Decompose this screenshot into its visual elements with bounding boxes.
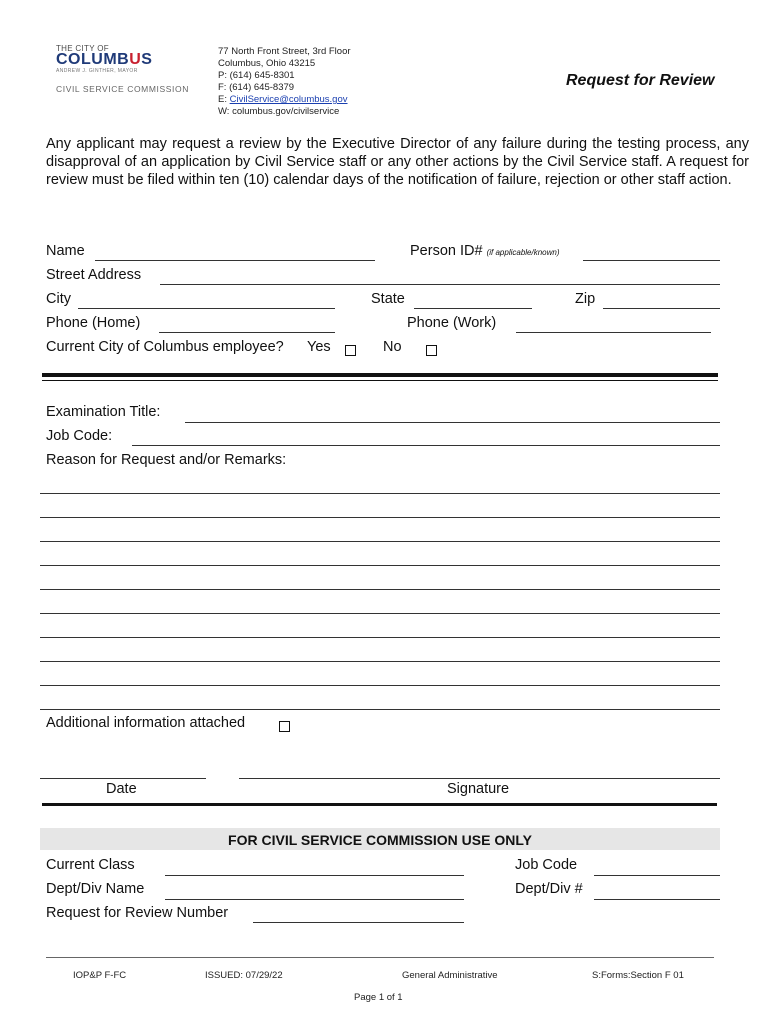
job-code-label: Job Code: (46, 428, 113, 444)
address-email: E: CivilService@columbus.gov (218, 94, 348, 105)
remarks-line[interactable] (40, 541, 720, 542)
date-label: Date (106, 781, 137, 797)
section-divider-thin (42, 380, 718, 381)
form-title: Request for Review (566, 72, 715, 89)
footer-issued: ISSUED: 07/29/22 (205, 970, 283, 981)
remarks-line[interactable] (40, 709, 720, 710)
city-field[interactable] (78, 308, 335, 309)
phone-home-label: Phone (Home) (46, 315, 141, 331)
signature-field[interactable] (239, 778, 720, 779)
remarks-line[interactable] (40, 493, 720, 494)
signature-divider (42, 803, 717, 806)
review-number-label: Request for Review Number (46, 905, 229, 921)
phone-work-label: Phone (Work) (407, 315, 497, 331)
footer-page-number: Page 1 of 1 (354, 992, 403, 1003)
address-line1: 77 North Front Street, 3rd Floor (218, 46, 351, 57)
address-phone: P: (614) 645-8301 (218, 70, 295, 81)
phone-work-field[interactable] (516, 332, 711, 333)
state-field[interactable] (414, 308, 532, 309)
phone-home-field[interactable] (159, 332, 335, 333)
no-label: No (383, 339, 402, 355)
remarks-line[interactable] (40, 589, 720, 590)
yes-label: Yes (307, 339, 331, 355)
section-divider (42, 373, 718, 377)
address-block (218, 46, 351, 118)
person-id-field[interactable] (583, 260, 720, 261)
street-field[interactable] (160, 284, 720, 285)
footer-rule (46, 957, 714, 958)
current-class-field[interactable] (165, 875, 464, 876)
zip-label: Zip (575, 291, 596, 307)
employee-question: Current City of Columbus employee? (46, 339, 284, 355)
dept-name-label: Dept/Div Name (46, 881, 145, 897)
logo-commission: CIVIL SERVICE COMMISSION (56, 84, 189, 94)
footer-form-code: IOP&P F-FC (73, 970, 127, 981)
remarks-line[interactable] (40, 517, 720, 518)
street-label: Street Address (46, 267, 142, 283)
footer-category: General Administrative (402, 970, 498, 981)
zip-field[interactable] (603, 308, 720, 309)
reason-label: Reason for Request and/or Remarks: (46, 452, 287, 468)
email-link[interactable]: CivilService@columbus.gov (229, 94, 348, 105)
dept-name-field[interactable] (165, 899, 464, 900)
address-fax: F: (614) 645-8379 (218, 82, 295, 93)
exam-title-label: Examination Title: (46, 404, 161, 420)
job-code-field[interactable] (132, 445, 720, 446)
dept-no-field[interactable] (594, 899, 720, 900)
date-field[interactable] (40, 778, 206, 779)
exam-title-field[interactable] (185, 422, 720, 423)
state-label: State (371, 291, 405, 307)
office-job-code-field[interactable] (594, 875, 720, 876)
current-class-label: Current Class (46, 857, 135, 873)
no-checkbox[interactable] (426, 342, 437, 360)
name-label: Name (46, 243, 85, 259)
logo-city-of: THE CITY OF (56, 44, 109, 53)
name-field[interactable] (95, 260, 375, 261)
logo-columbus: COLUMBUS (56, 51, 153, 68)
additional-info-checkbox[interactable] (279, 718, 290, 736)
remarks-line[interactable] (40, 661, 720, 662)
address-web: W: columbus.gov/civilservice (218, 106, 340, 117)
address-line2: Columbus, Ohio 43215 (218, 58, 316, 69)
city-label: City (46, 291, 71, 307)
remarks-line[interactable] (40, 613, 720, 614)
remarks-line[interactable] (40, 565, 720, 566)
footer-section: S:Forms:Section F 01 (592, 970, 684, 981)
logo-mayor: ANDREW J. GINTHER, MAYOR (56, 68, 138, 74)
intro-paragraph: Any applicant may request a review by the Executive Director of any failure during the testing process, any disapproval of an application by Civil Service staff or any other actions by the Civil Service staff. A request for review must be filed within ten (10) calendar days of the notification of failure, rejection or other staff action. (46, 136, 749, 188)
office-use-banner: FOR CIVIL SERVICE COMMISSION USE ONLY (40, 828, 720, 850)
additional-info-label: Additional information attached (46, 715, 246, 731)
dept-no-label: Dept/Div # (515, 881, 583, 897)
person-id-label: Person ID# (if applicable/known) (410, 243, 560, 259)
yes-checkbox[interactable] (345, 342, 356, 360)
remarks-line[interactable] (40, 637, 720, 638)
office-job-code-label: Job Code (515, 857, 578, 873)
remarks-line[interactable] (40, 685, 720, 686)
review-number-field[interactable] (253, 922, 464, 923)
signature-label: Signature (447, 781, 510, 797)
